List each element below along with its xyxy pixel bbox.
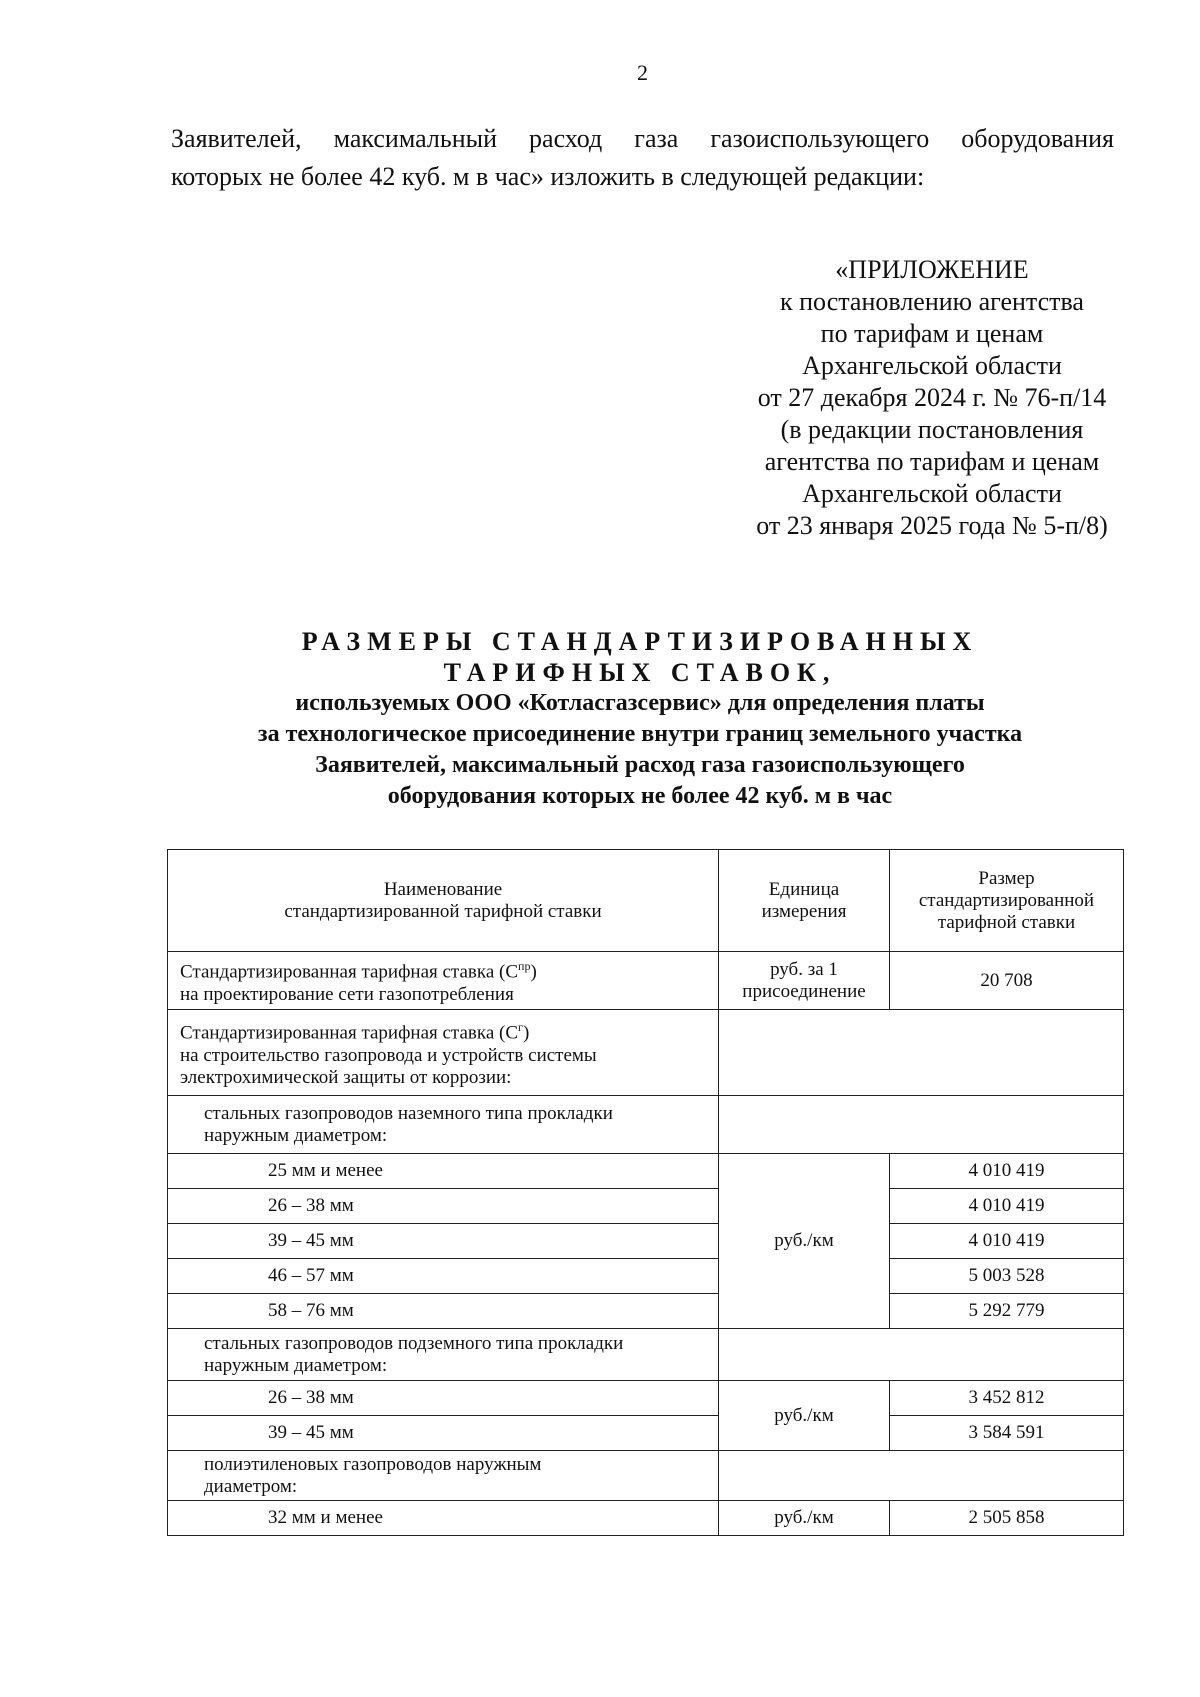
- group-title: [168, 1096, 719, 1154]
- row-name: 32 мм и менее: [168, 1501, 719, 1536]
- design-name-text: Стандартизированная тарифная ставка (С: [180, 961, 519, 983]
- header-value-line: тарифной ставки: [937, 911, 1076, 933]
- row-value: 3 452 812: [890, 1381, 1124, 1416]
- cell-empty: [719, 1010, 1124, 1096]
- header-unit-line: измерения: [761, 900, 847, 922]
- group-title: [168, 1451, 719, 1501]
- cell-unit: [719, 952, 890, 1010]
- row-name: 25 мм и менее: [168, 1154, 719, 1189]
- group-title-line: стальных газопроводов наземного типа прокладки: [204, 1102, 613, 1124]
- design-unit-line: присоединение: [742, 980, 866, 1002]
- table-row: [168, 1154, 1124, 1189]
- table-row: [168, 1224, 1124, 1259]
- group-title-line: наружным диаметром:: [204, 1354, 388, 1376]
- header-name-line: Наименование: [383, 878, 503, 900]
- group-unit: руб./км: [719, 1501, 890, 1536]
- construction-name-line-1: [180, 1016, 712, 1044]
- group-title: [168, 1329, 719, 1381]
- row-name: 58 – 76 мм: [168, 1294, 719, 1329]
- group-unit: руб./км: [719, 1154, 890, 1329]
- table-row: [168, 1189, 1124, 1224]
- row-value: 4 010 419: [890, 1154, 1124, 1189]
- header-name-line: стандартизированной тарифной ставки: [284, 900, 602, 922]
- subtitle-line-3: Заявителей, максимальный расход газа газоиспользующего: [315, 752, 965, 778]
- construction-name-line-3: электрохимической защиты от коррозии:: [180, 1066, 512, 1088]
- header-value: [890, 850, 1124, 952]
- cell-value: 20 708: [890, 952, 1124, 1010]
- subtitle-line-1: используемых ООО «Котласгазсервис» для определения платы: [295, 690, 985, 716]
- appendix-line: от 27 декабря 2024 г. № 76-п/14: [757, 383, 1107, 412]
- page-number: 2: [637, 60, 648, 85]
- row-value: 2 505 858: [890, 1501, 1124, 1536]
- design-name-line-1: [180, 955, 712, 983]
- subtitle-line-2: за технологическое присоединение внутри границ земельного участка: [257, 721, 1023, 747]
- appendix-line: агентства по тарифам и ценам: [764, 447, 1100, 476]
- table-header-row: [168, 850, 1124, 952]
- group-title-line: диаметром:: [204, 1475, 298, 1497]
- appendix-line: Архангельской области: [802, 479, 1062, 508]
- appendix-line: от 23 января 2025 года № 5-п/8): [756, 511, 1108, 540]
- cell-empty: [719, 1451, 1124, 1501]
- header-value-line: Размер: [978, 867, 1035, 889]
- row-name: 26 – 38 мм: [168, 1189, 719, 1224]
- cell-name: [168, 952, 719, 1010]
- row-value: 4 010 419: [890, 1189, 1124, 1224]
- row-name: 39 – 45 мм: [168, 1224, 719, 1259]
- construction-name-text: Стандартизированная тарифная ставка (С: [180, 1022, 519, 1044]
- group-title-line: наружным диаметром:: [204, 1124, 388, 1146]
- design-name-line-2: на проектирование сети газопотребления: [180, 983, 514, 1005]
- table-row: [168, 1259, 1124, 1294]
- header-name: [168, 850, 719, 952]
- header-unit: [719, 850, 890, 952]
- table-row: [168, 1381, 1124, 1416]
- document-title: [160, 626, 1120, 812]
- construction-superscript: г: [518, 1020, 523, 1035]
- tariff-table: [167, 849, 1124, 1536]
- cell-name: [168, 1010, 719, 1096]
- row-value: 4 010 419: [890, 1224, 1124, 1259]
- header-unit-line: Единица: [768, 878, 840, 900]
- intro-line-1: Заявителей, максимальный расход газа газоиспользующего оборудования: [171, 124, 1114, 153]
- row-value: 5 292 779: [890, 1294, 1124, 1329]
- appendix-line: по тарифам и ценам: [820, 319, 1044, 348]
- table-row-construction: [168, 1010, 1124, 1096]
- construction-name-line-2: на строительство газопровода и устройств системы: [180, 1044, 597, 1066]
- design-unit-line: руб. за 1: [770, 958, 838, 980]
- row-name: 46 – 57 мм: [168, 1259, 719, 1294]
- row-value: 5 003 528: [890, 1259, 1124, 1294]
- cell-empty: [719, 1329, 1124, 1381]
- header-value-line: стандартизированной: [918, 889, 1095, 911]
- construction-name-close: ): [522, 1022, 530, 1044]
- design-superscript: пр: [518, 959, 531, 974]
- title-line-2: ТАРИФНЫХ СТАВОК,: [443, 658, 837, 687]
- appendix-line: (в редакции постановления: [780, 415, 1084, 444]
- row-name: 39 – 45 мм: [168, 1416, 719, 1451]
- group-title-line: стальных газопроводов подземного типа прокладки: [204, 1332, 624, 1354]
- title-line-1: РАЗМЕРЫ СТАНДАРТИЗИРОВАННЫХ: [301, 627, 979, 656]
- intro-paragraph: [171, 120, 1114, 196]
- appendix-header: [650, 254, 1200, 542]
- group-title-row: [168, 1096, 1124, 1154]
- intro-line-2: которых не более 42 куб. м в час» изложить в следующей редакции:: [171, 162, 925, 191]
- appendix-line: к постановлению агентства: [780, 287, 1084, 316]
- group-title-line: полиэтиленовых газопроводов наружным: [204, 1453, 542, 1475]
- group-title-row: [168, 1329, 1124, 1381]
- table-row: [168, 1501, 1124, 1536]
- group-title-row: [168, 1451, 1124, 1501]
- appendix-line: «ПРИЛОЖЕНИЕ: [835, 255, 1029, 284]
- design-name-close: ): [530, 961, 537, 983]
- subtitle-line-4: оборудования которых не более 42 куб. м в час: [387, 783, 893, 809]
- table-row: [168, 1294, 1124, 1329]
- group-unit: руб./км: [719, 1381, 890, 1451]
- appendix-line: Архангельской области: [802, 351, 1062, 380]
- row-name: 26 – 38 мм: [168, 1381, 719, 1416]
- table-row: [168, 1416, 1124, 1451]
- cell-empty: [719, 1096, 1124, 1154]
- table-row-design: [168, 952, 1124, 1010]
- row-value: 3 584 591: [890, 1416, 1124, 1451]
